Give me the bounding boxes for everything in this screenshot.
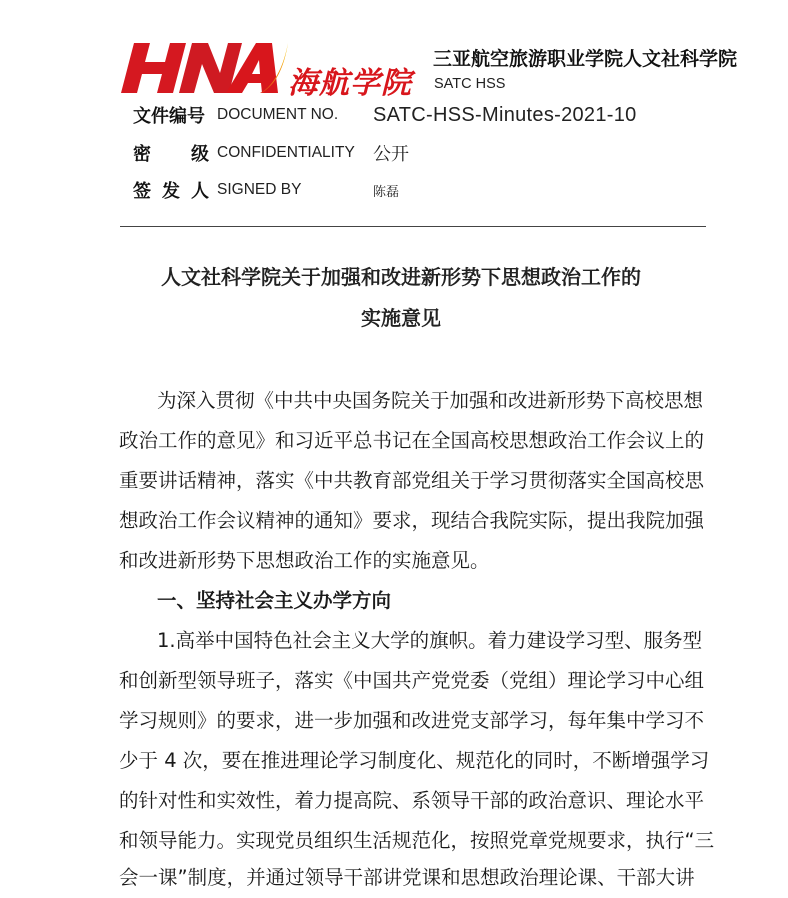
- document-title-line-2: 实施意见: [361, 306, 441, 330]
- body-line: 1.高举中国特色社会主义大学的旗帜。着力建设学习型、服务型: [157, 629, 703, 652]
- document-no-value: SATC-HSS-Minutes-2021-10: [373, 103, 637, 126]
- body-line: 和改进新形势下思想政治工作的实施意见。: [119, 549, 490, 572]
- body-line: 为深入贯彻《中共中央国务院关于加强和改进新形势下高校思想: [157, 389, 704, 412]
- signed-by-label-cn: [133, 177, 209, 203]
- institution-name-cn: 三亚航空旅游职业学院人文社科学院: [433, 48, 738, 70]
- confidentiality-label-en: CONFIDENTIALITY: [217, 144, 355, 161]
- confidentiality-value: 公开: [373, 144, 409, 165]
- meta-signed-by: [133, 176, 400, 204]
- body-line: 少于 4 次，要在推进理论学习制度化、规范化的同时，不断增强学习: [119, 749, 710, 772]
- header-divider: [120, 226, 706, 227]
- signed-by-label-cn-2: 发: [162, 181, 180, 202]
- body-line: 想政治工作会议精神的通知》要求，现结合我院实际，提出我院加强: [119, 509, 705, 532]
- body-line: 重要讲话精神，落实《中共教育部党组关于学习贯彻落实全国高校思: [119, 469, 705, 492]
- body-line: 政治工作的意见》和习近平总书记在全国高校思想政治工作会议上的: [119, 429, 705, 452]
- meta-confidentiality: [133, 139, 409, 167]
- document-no-label-cn: 文件编号: [133, 106, 205, 127]
- signed-by-label-cn-1: 签: [133, 181, 151, 202]
- hna-logo-graphic: [120, 38, 420, 98]
- hna-logo: [120, 38, 420, 98]
- logo-letter-h: [121, 43, 186, 93]
- document-no-label-en: DOCUMENT NO.: [217, 106, 339, 123]
- signed-by-value: 陈磊: [373, 184, 400, 200]
- confidentiality-label-cn-2: 级: [191, 144, 209, 165]
- institution-name-en: SATC HSS: [434, 76, 506, 92]
- logo-cn-text: 海航学院: [288, 66, 412, 98]
- document-title-line-1: 人文社科学院关于加强和改进新形势下思想政治工作的: [161, 265, 641, 289]
- body-line: 会一课”制度，并通过领导干部讲党课和思想政治理论课、干部大讲: [119, 866, 695, 889]
- meta-document-no: [133, 101, 637, 129]
- signed-by-label-cn-3: 人: [191, 181, 209, 202]
- signed-by-label-en: SIGNED BY: [217, 181, 302, 198]
- confidentiality-label-cn-1: 密: [133, 144, 151, 165]
- body-line: 的针对性和实效性，着力提高院、系领导干部的政治意识、理论水平: [119, 789, 705, 812]
- confidentiality-label-cn: [133, 140, 209, 166]
- body-line: 和领导能力。实现党员组织生活规范化，按照党章党规要求，执行“三: [119, 829, 715, 852]
- body-line: 和创新型领导班子，落实《中国共产党党委（党组）理论学习中心组: [119, 669, 705, 692]
- section-heading: 一、坚持社会主义办学方向: [157, 589, 392, 612]
- body-line: 学习规则》的要求，进一步加强和改进党支部学习，每年集中学习不: [119, 709, 705, 732]
